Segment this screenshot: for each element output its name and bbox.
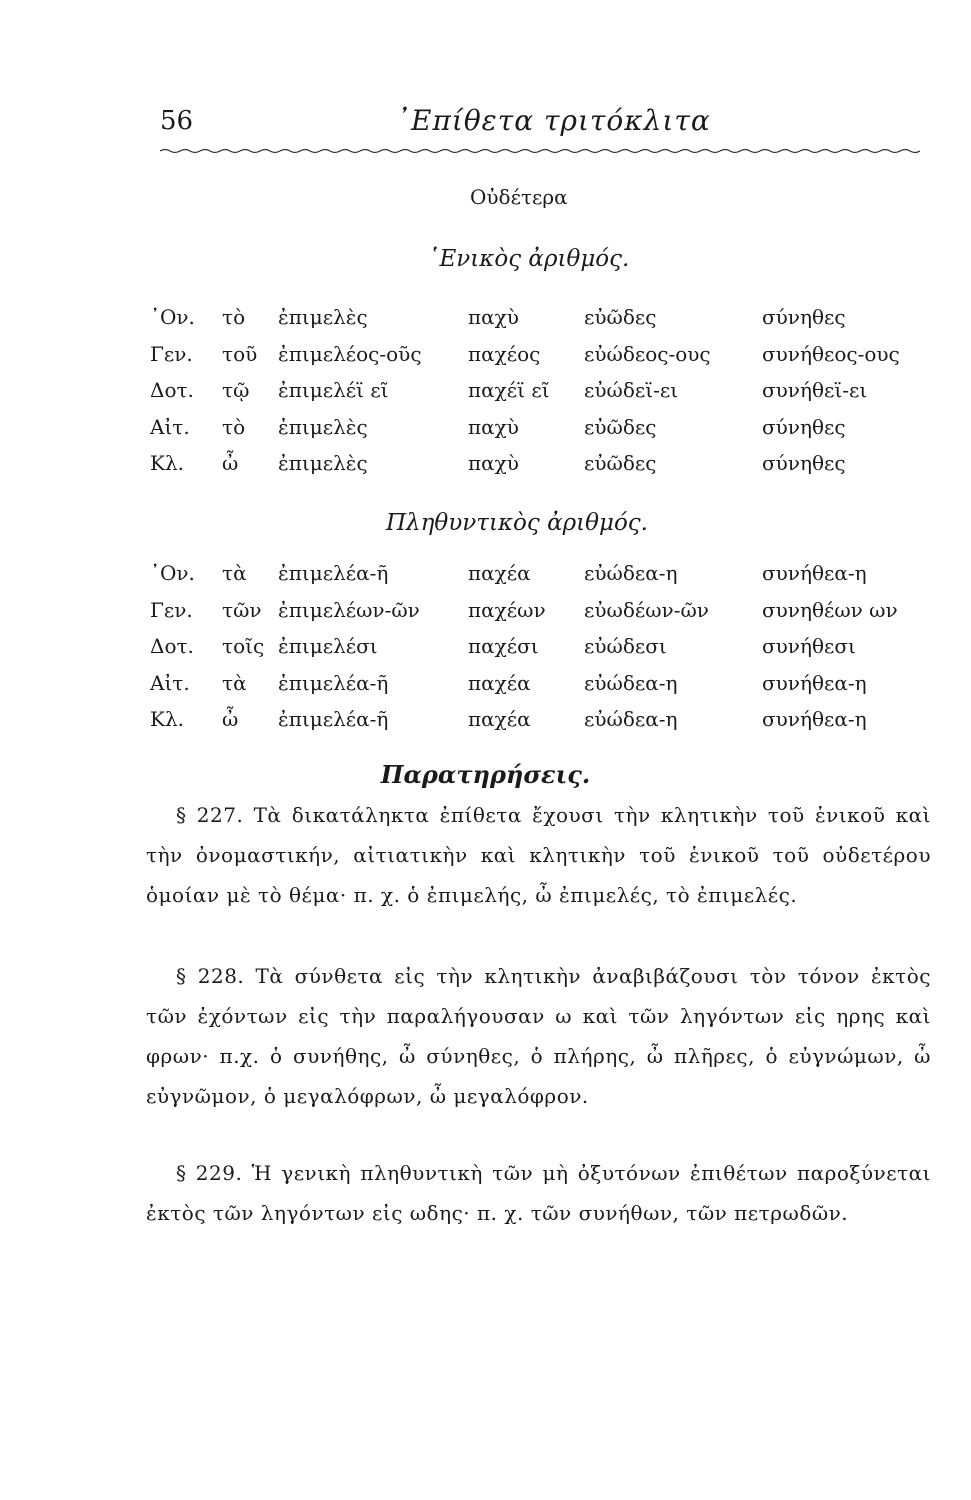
form-epimeles: ἐπιμελέων-ῶν [278, 597, 420, 622]
form-epimeles: ἐπιμελέϊ εῖ [278, 378, 389, 402]
singular-heading: ῾Ενικὸς ἀριθμός. [428, 246, 630, 272]
article: τὸ [222, 414, 246, 439]
form-pachy: παχὺ [468, 305, 519, 329]
paragraph-229-text: § 229. Ἡ γενικὴ πληθυντικὴ τῶν μὴ ὀξυτόνων ἐπιθέτων παροξύνεται ἐκτὸς τῶν ληγόντων εἰς ωδης· π. χ. τῶν συνήθων, τῶν πετρωδῶν. [146, 1161, 931, 1225]
case-label: Γεν. [150, 341, 193, 366]
form-synethes: συνηθέων ων [762, 597, 898, 622]
paragraph-227 [146, 795, 931, 915]
form-synethes: συνήθεος-ους [762, 341, 900, 366]
form-pachy: παχέϊ εῖ [468, 378, 550, 402]
form-euodes: εὐώδεα-η [584, 670, 678, 695]
form-synethes: συνήθεσι [762, 634, 856, 658]
form-euodes: εὐώδεσι [584, 634, 667, 658]
page-number: 56 [160, 106, 194, 136]
form-synethes: σύνηθες [762, 414, 846, 439]
form-pachy: παχὺ [468, 414, 519, 439]
case-label: Αἰτ. [150, 414, 190, 439]
form-pachy: παχέα [468, 707, 531, 731]
article: τὸ [222, 305, 246, 329]
article: τοῦ [222, 341, 258, 366]
page-header [160, 100, 920, 140]
article: ὦ [222, 707, 239, 731]
article: ὦ [222, 451, 239, 475]
form-synethes: συνήθεα-η [762, 707, 867, 731]
form-pachy: παχέσι [468, 634, 539, 658]
form-euodes: εὐῶδες [584, 305, 657, 329]
form-euodes: εὐωδέων-ῶν [584, 597, 709, 622]
form-euodes: εὐώδεϊ-ει [584, 378, 679, 402]
form-pachy: παχέα [468, 670, 531, 695]
case-label: Κλ. [150, 451, 184, 475]
form-pachy: παχέων [468, 597, 546, 622]
form-synethes: σύνηθες [762, 451, 846, 475]
paragraph-228 [146, 956, 931, 1116]
observations-title: Παρατηρήσεις. [380, 760, 591, 789]
article: τῶν [222, 597, 262, 622]
form-euodes: εὐώδεος-ους [584, 341, 711, 366]
form-epimeles: ἐπιμελέα-ῆ [278, 707, 389, 731]
form-pachy: παχέα [468, 561, 531, 585]
form-synethes: συνήθεϊ-ει [762, 378, 868, 402]
case-label: ᾿Ον. [150, 561, 195, 585]
case-label: Δοτ. [150, 634, 194, 658]
form-epimeles: ἐπιμελέος-οῦς [278, 341, 422, 366]
form-synethes: συνήθεα-η [762, 670, 867, 695]
article: τὰ [222, 561, 247, 585]
form-epimeles: ἐπιμελὲς [278, 451, 368, 475]
case-label: Αἰτ. [150, 670, 190, 695]
article: τὰ [222, 670, 247, 695]
case-label: Γεν. [150, 597, 193, 622]
header-wavy-rule [160, 148, 920, 154]
form-epimeles: ἐπιμελέσι [278, 634, 378, 658]
form-pachy: παχὺ [468, 451, 519, 475]
running-title: ᾿Επίθετα τριτόκλιτα [396, 104, 711, 137]
paragraph-229 [146, 1153, 931, 1233]
paragraph-228-text: § 228. Τὰ σύνθετα εἰς τὴν κλητικὴν ἀναβιβάζουσι τὸν τόνον ἐκτὸς τῶν ἐχόντων εἰς τὴν παραλήγουσαν ω καὶ τῶν ληγόντων εἰς ηρης καὶ φρων· π.χ. ὁ συνήθης, ὦ σύνηθες, ὁ πλήρης, ὦ πλῆρες, ὁ εὐγνώμων, ὦ εὐγνῶμον, ὁ μεγαλόφρων, ὦ μεγαλόφρον. [146, 964, 931, 1108]
form-euodes: εὐῶδες [584, 414, 657, 439]
case-label: Κλ. [150, 707, 184, 731]
case-label: Δοτ. [150, 378, 194, 402]
form-euodes: εὐῶδες [584, 451, 657, 475]
plural-heading: Πληθυντικὸς ἀριθμός. [386, 510, 648, 536]
form-epimeles: ἐπιμελὲς [278, 414, 368, 439]
form-pachy: παχέος [468, 341, 541, 366]
paragraph-227-text: § 227. Τὰ δικατάληκτα ἐπίθετα ἔχουσι τὴν κλητικὴν τοῦ ἑνικοῦ καὶ τὴν ὀνομαστικήν, αἰτιατικὴν καὶ κλητικὴν τοῦ ἑνικοῦ τοῦ οὐδετέρου ὁμοίαν μὲ τὸ θέμα· π. χ. ὁ ἐπιμελής, ὦ ἐπιμελές, τὸ ἐπιμελές. [146, 803, 931, 907]
form-synethes: σύνηθες [762, 305, 846, 329]
form-euodes: εὐώδεα-η [584, 561, 678, 585]
case-label: ᾿Ον. [150, 305, 195, 329]
form-synethes: συνήθεα-η [762, 561, 867, 585]
form-epimeles: ἐπιμελὲς [278, 305, 368, 329]
section-title: Οὐδέτερα [470, 185, 568, 209]
form-epimeles: ἐπιμελέα-ῆ [278, 561, 389, 585]
form-epimeles: ἐπιμελέα-ῆ [278, 670, 389, 695]
form-euodes: εὐώδεα-η [584, 707, 678, 731]
article: τῷ [222, 378, 250, 402]
article: τοῖς [222, 634, 265, 658]
